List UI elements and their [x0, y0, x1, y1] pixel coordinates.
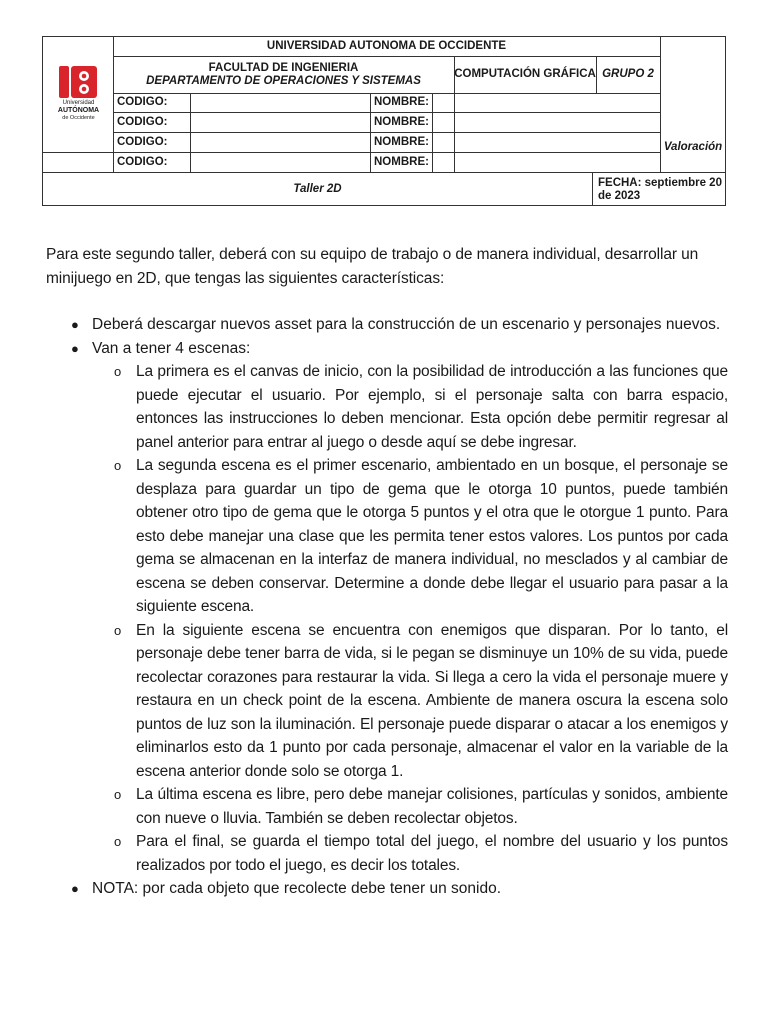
course-name: COMPUTACIÓN GRÁFICA — [454, 68, 596, 80]
logo-line3: de Occidente — [62, 115, 95, 121]
assignment-body — [46, 243, 728, 901]
valuation-label: Valoración — [663, 140, 723, 153]
scene-text: La última escena es libre, pero debe manejar colisiones, partículas y sonidos, ambiente con nueve o lluvia. También se deben recolectar objetos. — [136, 786, 728, 827]
bullet-text: NOTA: por cada objeto que recolecte debe tener un sonido. — [92, 880, 502, 897]
scene-item — [92, 619, 728, 784]
uao-logo-icon — [59, 65, 97, 99]
code-field-1[interactable] — [190, 93, 370, 112]
name-field-1[interactable] — [432, 93, 660, 112]
code-label-2: CODIGO: — [117, 115, 168, 128]
scene-text: La primera es el canvas de inicio, con la posibilidad de introducción a las funciones que puede ejecutar el usuario. Por ejemplo, si el personaje salta con barra espacio, entonces las instrucciones lo deben mencionar. Esta opción debe permitir regresar al panel anterior para entrar al juego o desde aquí se debe ingresar. — [136, 363, 728, 451]
code-field-3[interactable] — [190, 132, 370, 152]
sub-bullet-icon: o — [114, 787, 122, 802]
faculty-name: FACULTAD DE INGENIERIA — [208, 61, 359, 74]
bullet-icon: ● — [71, 340, 79, 356]
bullet-text: Van a tener 4 escenas: — [92, 339, 251, 357]
date-cell — [598, 173, 726, 206]
logo-line1: Universidad — [62, 100, 95, 106]
header-table — [42, 36, 726, 206]
code-label-1: CODIGO: — [117, 96, 168, 108]
scene-item — [92, 830, 728, 877]
sub-bullet-icon: o — [114, 364, 122, 379]
faculty-department — [113, 56, 454, 93]
code-label-4: CODIGO: — [117, 155, 168, 168]
bullet-icon: ● — [71, 317, 79, 332]
scene-item — [92, 783, 728, 830]
intro-paragraph: Para este segundo taller, deberá con su equipo de trabajo o de manera individual, desarrollar un minijuego en 2D, que tengas las siguientes características: — [46, 246, 699, 287]
name-field-4[interactable] — [432, 152, 660, 172]
logo-line2: AUTÓNOMA — [57, 107, 100, 114]
scene-text: Para el final, se guarda el tiempo total del juego, el nombre del usuario y los puntos realizados por todo el juego, es decir los totales. — [136, 833, 728, 874]
code-field-4[interactable] — [190, 152, 370, 172]
name-field-3[interactable] — [432, 132, 660, 152]
scene-text: En la siguiente escena se encuentra con enemigos que disparan. Por lo tanto, el personaje debe tener barra de vida, si le pegan se disminuye un 10% de su vida, puede recolectar corazones para restaurar la vida. Si llega a cero la vida el personaje muere y restaura en un check point de la escena. Ambiente de manera oscura la escena solo puntos de luz son la iluminación. El personaje puede disparar o atacar a los enemigos y eliminarlos esto da 1 punto por cada personaje, almacenar el valor en la variable de la escena anterior donde solo se otorga 1. — [136, 621, 728, 780]
code-label-3: CODIGO: — [117, 135, 168, 148]
list-item — [46, 313, 728, 337]
bullet-text: Deberá descargar nuevos asset para la construcción de un escenario y personajes nuevos. — [92, 316, 721, 333]
scenes-list — [92, 360, 728, 877]
sub-bullet-icon: o — [114, 834, 122, 849]
university-logo — [43, 37, 114, 152]
code-field-2[interactable] — [190, 112, 370, 132]
name-label-1: NOMBRE: — [374, 96, 429, 108]
name-label-3: NOMBRE: — [374, 135, 429, 148]
scene-item — [92, 454, 728, 619]
name-field-2[interactable] — [432, 112, 660, 132]
university-name: UNIVERSIDAD AUTONOMA DE OCCIDENTE — [266, 40, 507, 52]
sub-bullet-icon: o — [114, 458, 122, 473]
scene-text: La segunda escena es el primer escenario, ambientado en un bosque, el personaje se desplaza para guardar un tipo de gema que le otorga 10 puntos, puede también obtener otro tipo de gema que le otorga 5 puntos y el otra que le otorgue 1 punto. Para esto debe manejar una clase que les permita tener estos valores. Los puntos por cada gema se almacenan en la interfaz de manera individual, no mesclados y al cambiar de escena se deben conservar. Determine a donde debe llegar el usuario para pasar a la siguiente escena. — [136, 457, 728, 615]
workshop-title: Taller 2D — [293, 182, 342, 195]
group-name: GRUPO 2 — [602, 68, 654, 80]
department-name: DEPARTAMENTO DE OPERACIONES Y SISTEMAS — [146, 74, 421, 87]
name-label-4: NOMBRE: — [374, 155, 429, 168]
name-label-2: NOMBRE: — [374, 115, 429, 128]
date-line1: FECHA: septiembre 20 — [598, 176, 722, 189]
scene-item — [92, 360, 728, 454]
date-line2: de 2023 — [598, 189, 641, 202]
list-item — [46, 337, 728, 878]
requirements-list — [46, 313, 728, 901]
bullet-icon: ● — [71, 881, 79, 896]
list-item — [46, 877, 728, 901]
sub-bullet-icon: o — [114, 622, 122, 638]
